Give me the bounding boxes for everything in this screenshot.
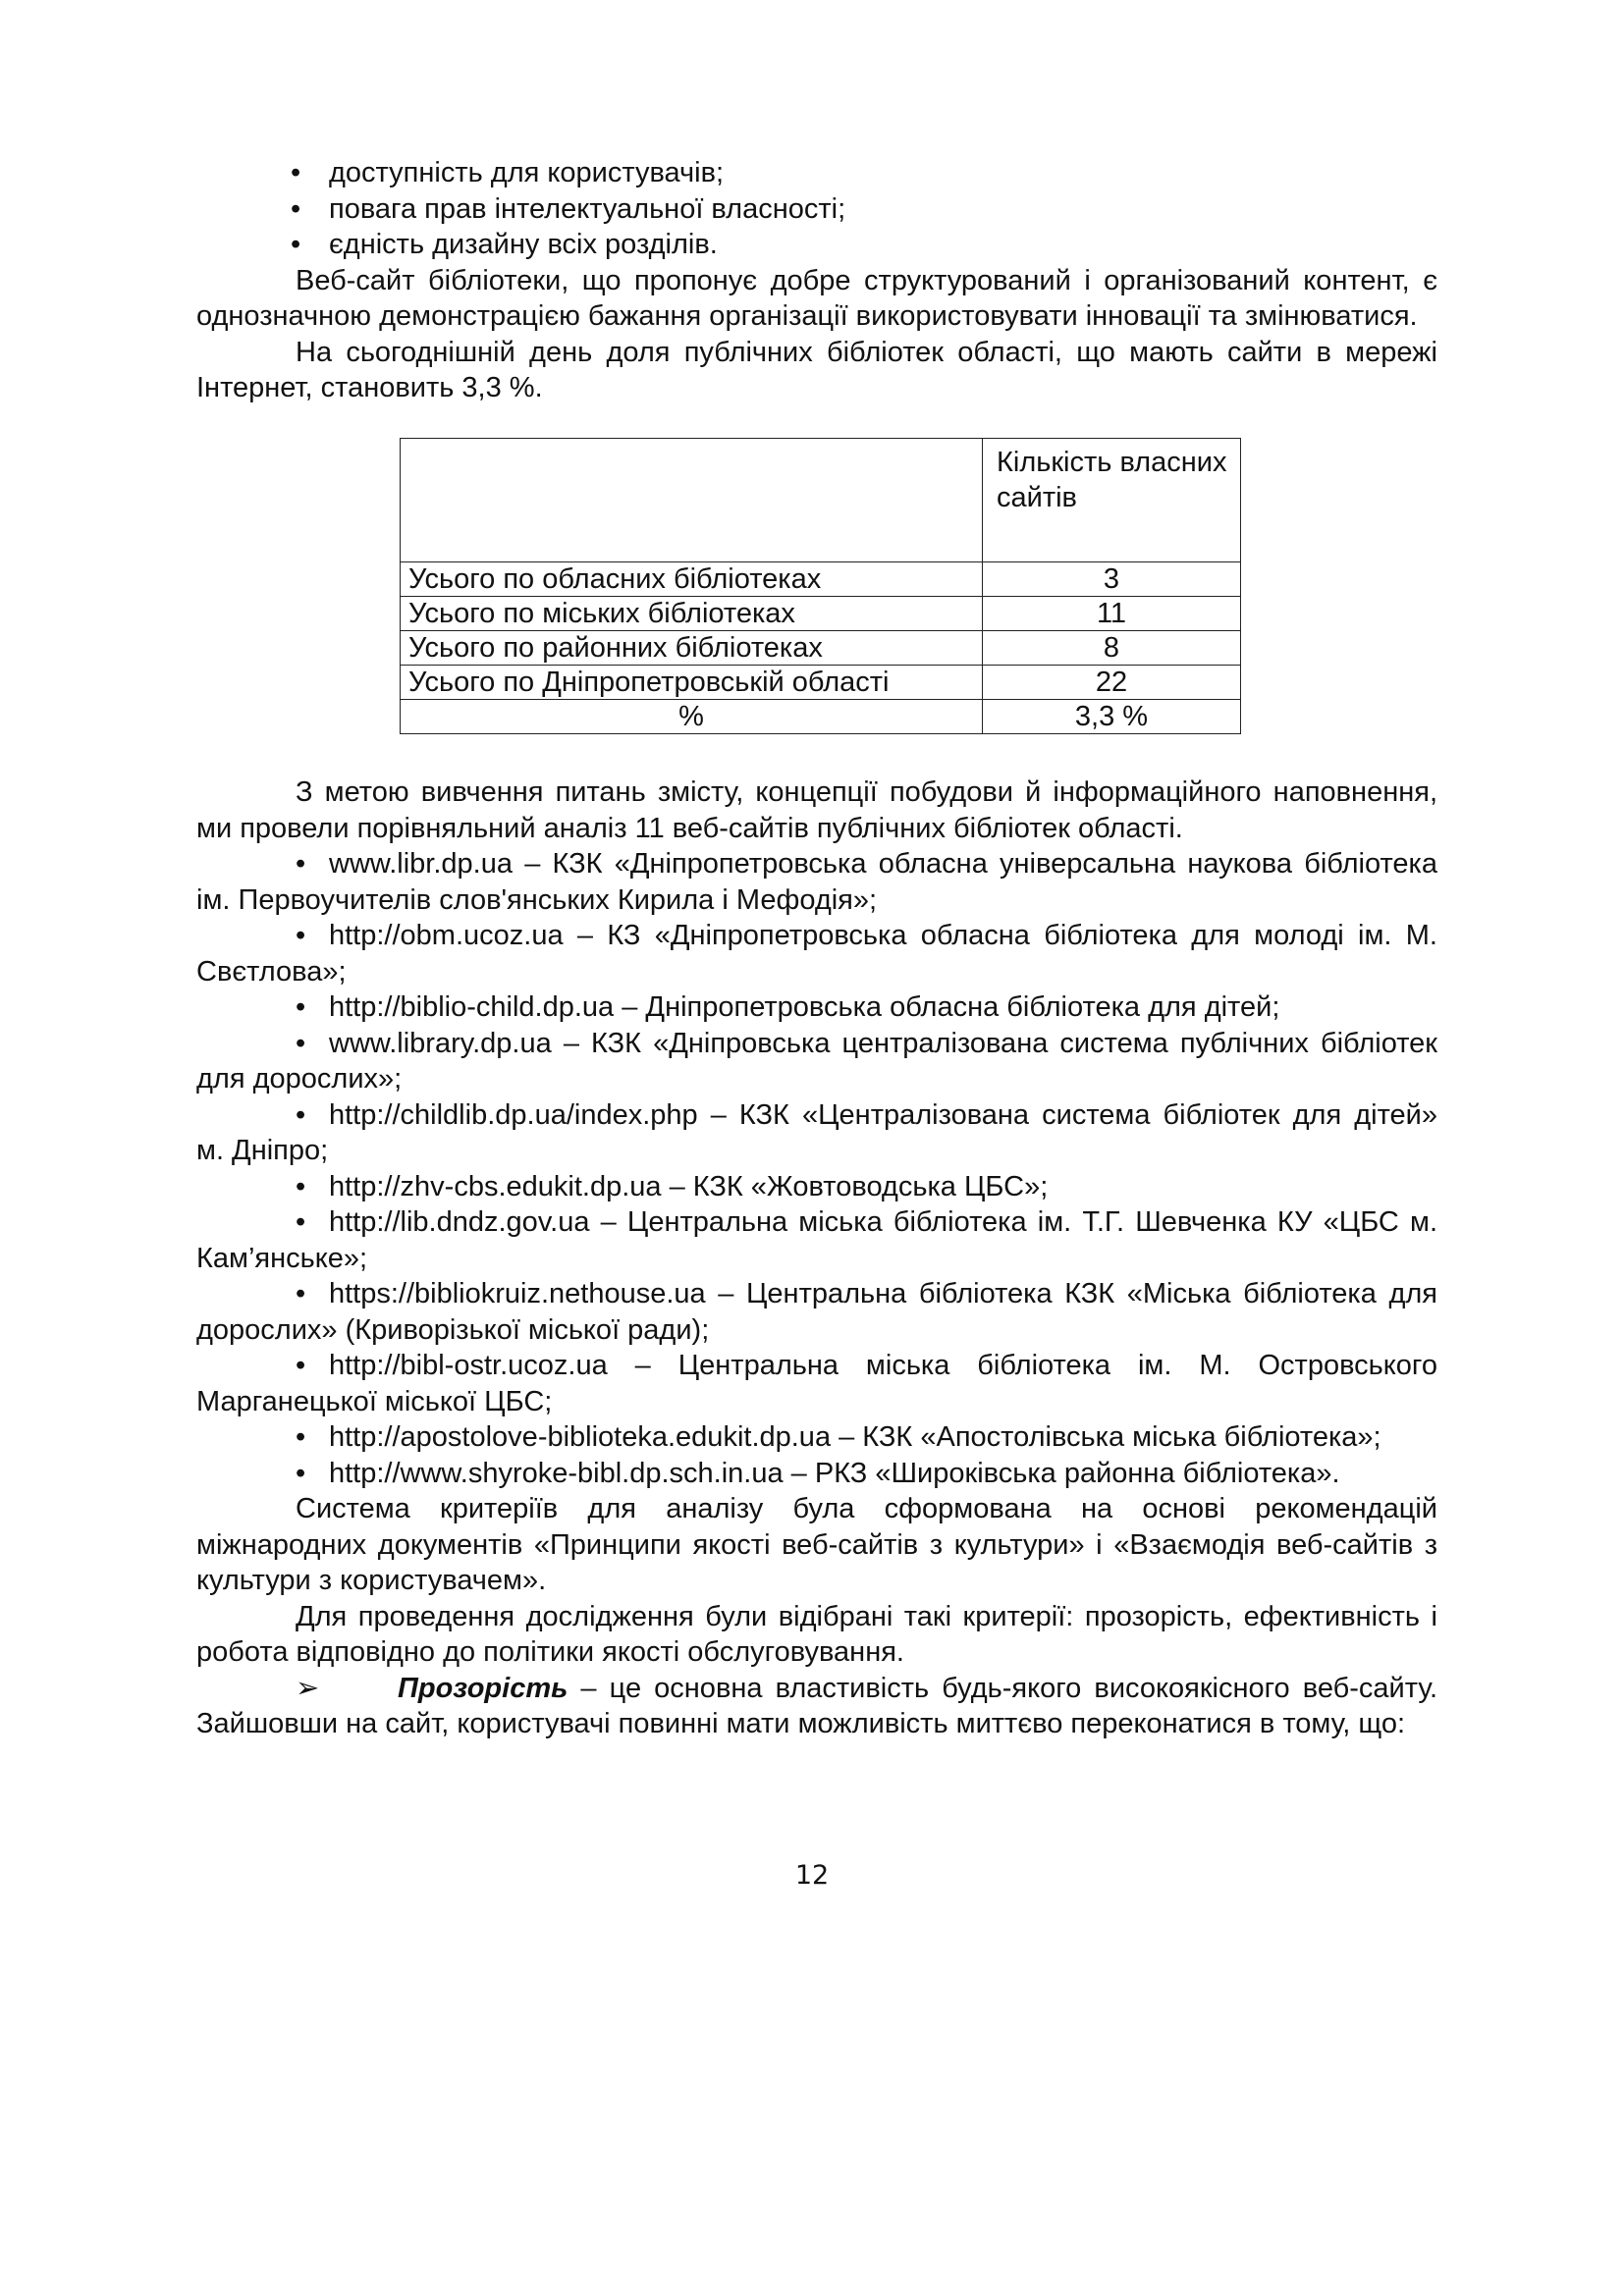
bullet-item: • єдність дизайну всіх розділів. — [196, 227, 1437, 263]
table-header-row — [401, 439, 1241, 562]
bullet-icon: • — [296, 991, 306, 1023]
bullet-icon: • — [296, 1350, 306, 1381]
bullet-icon: • — [296, 1170, 306, 1202]
table-row — [401, 597, 1241, 631]
bullet-icon: • — [291, 157, 301, 188]
bullet-icon: • — [296, 920, 306, 951]
table-cell-value: 22 — [983, 666, 1241, 700]
page-number: 12 — [794, 1860, 830, 1891]
table-cell-label: % — [401, 700, 983, 734]
transparency-text: – це основна властивість будь-якого високоякісного веб-сайту. Зайшовши на сайт, користувачі повинні мати можливість миттєво переконатися в тому, що: — [196, 1672, 1437, 1739]
bullet-icon: • — [291, 229, 301, 260]
table-row — [401, 631, 1241, 666]
site-list-item: • https://bibliokruiz.nethouse.ua – Центральна бібліотека КЗК «Міська бібліотека для дорослих» (Криворізької міської ради); — [196, 1278, 1437, 1346]
site-list-item: • http://zhv-cbs.edukit.dp.ua – КЗК «Жовтоводська ЦБС»; — [196, 1169, 1437, 1205]
upper-text-block — [196, 155, 1437, 406]
bullet-icon: • — [296, 1278, 306, 1309]
site-list-item: • www.libr.dp.ua – КЗК «Дніпропетровська обласна універсальна наукова бібліотека ім. Первоучителів слов'янських Кирила і Мефодія»; — [196, 848, 1437, 916]
table-row — [401, 700, 1241, 734]
table-cell-value: 3,3 % — [983, 700, 1241, 734]
table-cell-label: Усього по міських бібліотеках — [401, 597, 983, 631]
bullet-item: • доступність для користувачів; — [196, 155, 1437, 191]
bullet-icon: • — [296, 1457, 306, 1489]
criteria-paragraph: Система критеріїв для аналізу була сформована на основі рекомендацій міжнародних документів «Принципи якості веб-сайтів з культури» і «Взаємодія веб-сайтів з культури з користувачем». — [196, 1493, 1437, 1596]
site-list-item: • http://biblio-child.dp.ua – Дніпропетровська обласна бібліотека для дітей; — [196, 989, 1437, 1026]
table-cell-value: 11 — [983, 597, 1241, 631]
table-cell-label: Усього по Дніпропетровській області — [401, 666, 983, 700]
site-list-item: • http://obm.ucoz.ua – КЗ «Дніпропетровська обласна бібліотека для молоді ім. М. Свєтлова»; — [196, 920, 1437, 988]
paragraph: На сьогоднішній день доля публічних бібліотек області, що мають сайти в мережі Інтернет, становить 3,3 %. — [196, 336, 1437, 403]
bullet-icon: • — [296, 1027, 306, 1059]
arrowhead-bullet-icon: ➢ — [296, 1672, 320, 1704]
bullet-icon: • — [296, 1098, 306, 1131]
criteria-paragraph: Для проведення дослідження були відібрані такі критерії: прозорість, ефективність і робота відповідно до політики якості обслуговування. — [196, 1600, 1437, 1668]
site-list-item: • www.library.dp.ua – КЗК «Дніпровська централізована система публічних бібліотек для дорослих»; — [196, 1027, 1437, 1095]
intro-paragraph: З метою вивчення питань змісту, концепції побудови й інформаційного наповнення, ми провели порівняльний аналіз 11 веб-сайтів публічних бібліотек області. — [196, 776, 1437, 844]
table-row — [401, 666, 1241, 700]
site-list-item: • http://lib.dndz.gov.ua – Центральна міська бібліотека ім. Т.Г. Шевченка КУ «ЦБС м. Кам’янське»; — [196, 1206, 1437, 1274]
site-list-item: • http://apostolove-biblioteka.edukit.dp.ua – КЗК «Апостолівська міська бібліотека»; — [196, 1419, 1437, 1456]
table-header-cell: Кількість власних сайтів — [983, 439, 1241, 562]
bullet-icon: • — [296, 1421, 306, 1453]
site-list-item: • http://bibl-ostr.ucoz.ua – Центральна міська бібліотека ім. М. Островського Марганецької міської ЦБС; — [196, 1350, 1437, 1417]
bullet-icon: • — [291, 192, 301, 225]
transparency-paragraph — [196, 1671, 1437, 1742]
table-cell-label: Усього по районних бібліотеках — [401, 631, 983, 666]
transparency-term: Прозорість — [398, 1672, 568, 1704]
bullet-icon: • — [296, 1206, 306, 1238]
table-cell-label: Усього по обласних бібліотеках — [401, 562, 983, 597]
table-row — [401, 562, 1241, 597]
sites-table — [400, 438, 1241, 734]
table-cell-value: 8 — [983, 631, 1241, 666]
bullet-item: • повага прав інтелектуальної власності; — [196, 191, 1437, 228]
site-list-item: • http://www.shyroke-bibl.dp.sch.in.ua – РКЗ «Широківська районна бібліотека». — [196, 1456, 1437, 1492]
paragraph: Веб-сайт бібліотеки, що пропонує добре структурований і організований контент, є однозначною демонстрацією бажання організації використовувати інновації та змінюватися. — [196, 264, 1437, 332]
table-header-cell-empty — [401, 439, 983, 562]
site-list-item: • http://childlib.dp.ua/index.php – КЗК «Централізована система бібліотек для дітей» м. Дніпро; — [196, 1098, 1437, 1166]
bullet-icon: • — [296, 848, 306, 880]
table-cell-value: 3 — [983, 562, 1241, 597]
lower-text-block — [196, 774, 1437, 1742]
